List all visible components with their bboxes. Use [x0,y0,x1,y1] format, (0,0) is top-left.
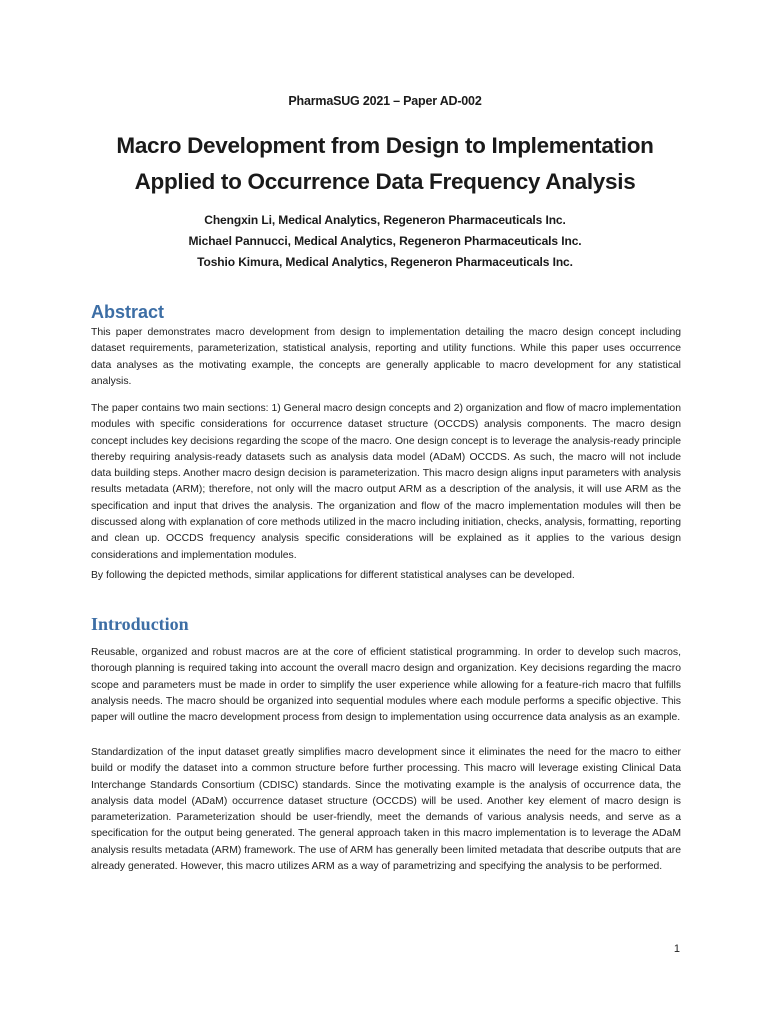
page-number: 1 [673,943,680,955]
introduction-paragraph-2: Standardization of the input dataset greatly simplifies macro development since it eliminates the need for the macro to either build or modify the dataset into a common structure before further processing. This macro will leverage existing Clinical Data Interchange Standards Consortium (CDISC) standards. Since the motivating example is the analysis of occurrence data, the analysis data model (ADaM) occurrence dataset structure (OCCDS) will be used. Another key element of macro design is parameterization. Parameterization should be user-friendly, meet the demands of various analysis needs, and serve as a specification for the output being generated. The general approach taken in this macro implementation is to leverage the ADaM analysis results metadata (ARM) framework. The use of ARM has generally been limited metadata that describe outputs that are already generated. However, this macro utilizes ARM as a way of parametrizing and specifying the analysis to be performed. [91,747,681,873]
paper-title [0,128,770,200]
paper-title-line-2: Applied to Occurrence Data Frequency Analysis [134,169,636,194]
abstract-paragraph-1: This paper demonstrates macro development from design to implementation detailing the macro design concept including dataset requirements, parameterization, statistical analysis, reporting and utility functions. While this paper uses occurrence data analyses as the motivating example, the concepts are generally applicable to macro development for any statistical analysis. [91,327,681,387]
author-3: Toshio Kimura, Medical Analytics, Regeneron Pharmaceuticals Inc. [197,255,573,269]
author-1: Chengxin Li, Medical Analytics, Regeneron Pharmaceuticals Inc. [204,213,566,227]
introduction-paragraph-1: Reusable, organized and robust macros are at the core of efficient statistical programming. In order to develop such macros, thorough planning is required taking into account the overall macro design and organization. Key decisions regarding the macro scope and parameters must be made in order to simplify the user experience while allowing for a feature-rich macro that fulfills analysis needs. The macro should be organized into sequential modules where each module performs a specific objective. This paper will outline the macro development process from design to implementation using occurrence data analysis as an example. [91,647,681,724]
author-list [0,210,770,273]
introduction-heading: Introduction [91,614,189,634]
abstract-heading: Abstract [91,302,165,322]
conference-line: PharmaSUG 2021 – Paper AD-002 [288,94,482,108]
paper-title-line-1: Macro Development from Design to Implementation [116,133,654,158]
abstract-paragraph-2: The paper contains two main sections: 1) General macro design concepts and 2) organization and flow of macro implementation modules with specific considerations for occurrence dataset structure (OCCDS) analysis components. The macro design concept includes key decisions regarding the scope of the macro. One design concept is to leverage the analysis-ready principle thereby requiring analysis-ready datasets such as analysis data model (ADaM) OCCDS. As such, the macro will not include data building steps. Another macro design decision is parameterization. This macro design aligns input parameters with analysis results metadata (ARM); therefore, not only will the macro output ARM as a description of the analysis, it will use ARM as the specification and input that drives the analysis. The organization and flow of the macro implementation modules will then be discussed along with explanation of core methods utilized in the macro including initiation, checks, analysis, formatting, reporting and clean up. OCCDS frequency analysis specific considerations will be explained as it applies to the various design considerations and implementation modules. [91,403,681,561]
author-2: Michael Pannucci, Medical Analytics, Regeneron Pharmaceuticals Inc. [188,234,582,248]
abstract-paragraph-3: By following the depicted methods, similar applications for different statistical analyses can be developed. [91,570,575,581]
